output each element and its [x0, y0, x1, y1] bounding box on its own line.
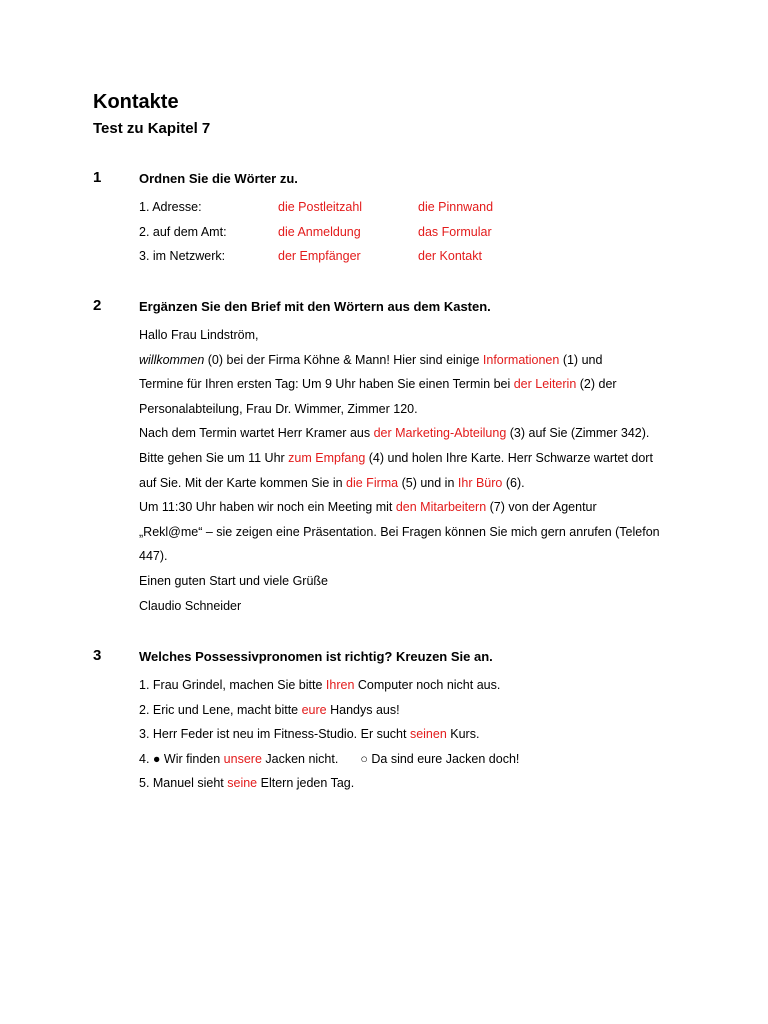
reply-text: ○ Da sind eure Jacken doch!: [360, 751, 520, 766]
answer-word: der Empfänger: [278, 249, 361, 264]
list-item: 5. Manuel sieht seine Eltern jeden Tag.: [139, 776, 355, 791]
letter-line: Termine für Ihren ersten Tag: Um 9 Uhr haben Sie einen Termin bei der Leiterin (2) der: [139, 377, 617, 392]
row-label: 3. im Netzwerk:: [139, 249, 226, 264]
answer-word: die Firma: [346, 475, 399, 490]
answer-word: der Marketing-Abteilung: [373, 426, 507, 441]
answer-word: die Pinnwand: [418, 200, 494, 214]
letter-text: [139, 323, 684, 618]
answer-word: der Kontakt: [418, 249, 482, 264]
section-1-table: [139, 195, 599, 269]
example-word: willkommen: [139, 352, 205, 367]
answer-word: zum Empfang: [288, 450, 366, 465]
table-row: [139, 195, 599, 220]
answer-word: Ihren: [325, 678, 355, 692]
list-item: 2. Eric und Lene, macht bitte eure Handys aus!: [139, 702, 400, 717]
letter-line: 447).: [139, 549, 168, 564]
letter-line: willkommen (0) bei der Firma Köhne & Mann! Hier sind einige Informationen (1) und: [139, 352, 603, 367]
answer-word: Ihr Büro: [457, 475, 503, 490]
letter-line: Nach dem Termin wartet Herr Kramer aus der Marketing-Abteilung (3) auf Sie (Zimmer 342).: [139, 426, 650, 441]
row-label: 1. Adresse:: [139, 200, 202, 214]
page-title: Kontakte: [93, 91, 179, 113]
answer-word: seinen: [409, 727, 447, 742]
list-item: 4. ● Wir finden unsere Jacken nicht. ○ Da sind eure Jacken doch!: [139, 751, 520, 766]
list-item: 1. Frau Grindel, machen Sie bitte Ihren Computer noch nicht aus.: [139, 678, 501, 692]
page-subtitle: Test zu Kapitel 7: [93, 120, 211, 137]
letter-line: „Rekl@me“ – sie zeigen eine Präsentation. Bei Fragen können Sie mich gern anrufen (Telefon: [139, 524, 660, 539]
letter-signature: Claudio Schneider: [139, 598, 242, 613]
section-3-number: 3: [93, 647, 102, 664]
letter-closing: Einen guten Start und viele Grüße: [139, 573, 329, 588]
letter-line: Personalabteilung, Frau Dr. Wimmer, Zimmer 120.: [139, 401, 418, 416]
section-3-instruction: Welches Possessivpronomen ist richtig? Kreuzen Sie an.: [139, 649, 493, 664]
section-1-number: 1: [93, 169, 102, 186]
answer-word: unsere: [223, 751, 262, 766]
answer-word: die Anmeldung: [278, 224, 361, 239]
answer-word: eure: [301, 702, 327, 717]
letter-greeting: Hallo Frau Lindström,: [139, 328, 259, 342]
answer-word: der Leiterin: [513, 377, 577, 392]
section-2-number: 2: [93, 297, 102, 314]
section-1-instruction: Ordnen Sie die Wörter zu.: [139, 171, 298, 186]
list-item: 3. Herr Feder ist neu im Fitness-Studio. Er sucht seinen Kurs.: [139, 727, 480, 742]
letter-line: auf Sie. Mit der Karte kommen Sie in die Firma (5) und in Ihr Büro (6).: [139, 475, 525, 490]
row-label: 2. auf dem Amt:: [139, 224, 227, 239]
section-2-instruction: Ergänzen Sie den Brief mit den Wörtern aus dem Kasten.: [139, 299, 491, 314]
letter-line: Bitte gehen Sie um 11 Uhr zum Empfang (4) und holen Ihre Karte. Herr Schwarze wartet dort: [139, 450, 653, 465]
letter-line: Um 11:30 Uhr haben wir noch ein Meeting mit den Mitarbeitern (7) von der Agentur: [139, 500, 597, 515]
answer-word: die Postleitzahl: [278, 200, 363, 214]
answer-word: seine: [227, 776, 258, 791]
table-row: [139, 244, 599, 269]
answer-word: das Formular: [418, 224, 492, 239]
answer-word: den Mitarbeitern: [395, 500, 487, 515]
section-3-list: [139, 673, 684, 796]
answer-word: Informationen: [482, 352, 560, 367]
table-row: [139, 220, 599, 245]
